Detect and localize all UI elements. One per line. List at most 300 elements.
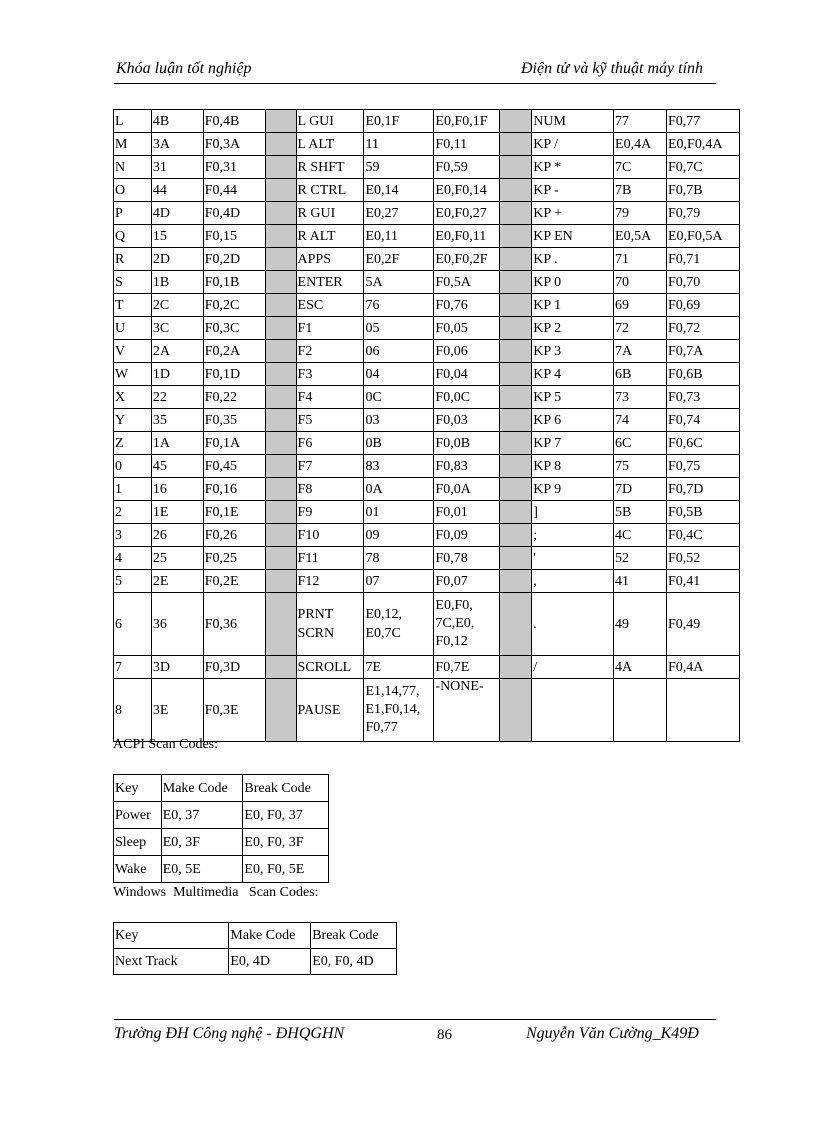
make-code-cell: E0,11 — [364, 225, 434, 248]
break-code-cell: F0,1E — [203, 501, 265, 524]
make-code-cell: 3E — [151, 679, 203, 742]
break-code-cell: F0,6B — [666, 363, 739, 386]
table-row — [114, 225, 740, 248]
separator-cell — [265, 271, 296, 294]
break-code-cell: E0,F0,27 — [434, 202, 500, 225]
make-code-cell: 22 — [151, 386, 203, 409]
table-row — [114, 455, 740, 478]
break-code-cell: F0,4A — [666, 656, 739, 679]
key-cell: APPS — [296, 248, 364, 271]
multimedia-table — [113, 922, 397, 975]
break-code-cell: F0,6C — [666, 432, 739, 455]
separator-cell — [265, 478, 296, 501]
key-cell: KP 1 — [532, 294, 614, 317]
key-cell: KP 5 — [532, 386, 614, 409]
key-cell: Q — [114, 225, 152, 248]
key-cell: ' — [532, 547, 614, 570]
make-code-cell: 03 — [364, 409, 434, 432]
make-code-cell — [364, 679, 434, 742]
break-code-cell: F0,2A — [203, 340, 265, 363]
make-code-cell: 6B — [614, 363, 667, 386]
table-row — [114, 432, 740, 455]
key-cell: KP 4 — [532, 363, 614, 386]
key-cell: F2 — [296, 340, 364, 363]
key-cell: KP 9 — [532, 478, 614, 501]
make-code-cell: 01 — [364, 501, 434, 524]
cell-line: E0,7C — [365, 626, 401, 641]
break-code-cell: F0,7D — [666, 478, 739, 501]
break-code-cell: F0,03 — [434, 409, 500, 432]
break-code-cell: F0,36 — [203, 593, 265, 656]
make-code-cell: 04 — [364, 363, 434, 386]
separator-cell — [500, 271, 532, 294]
footer-left: Trường ĐH Công nghệ - ĐHQGHN — [114, 1025, 345, 1042]
break-code-cell: F0,11 — [434, 133, 500, 156]
table-row — [114, 202, 740, 225]
key-cell: KP 6 — [532, 409, 614, 432]
key-cell: F7 — [296, 455, 364, 478]
footer-right: Nguyễn Văn Cường_K49Đ — [526, 1025, 699, 1042]
key-cell: ENTER — [296, 271, 364, 294]
break-code-cell: F0,4D — [203, 202, 265, 225]
header-right: Điện tử và kỹ thuật máy tính — [521, 60, 704, 77]
separator-cell — [265, 156, 296, 179]
table-row — [114, 317, 740, 340]
key-cell: KP 3 — [532, 340, 614, 363]
break-code-cell: F0,78 — [434, 547, 500, 570]
break-code-cell: F0,4C — [666, 524, 739, 547]
acpi-table — [113, 774, 329, 883]
key-cell: R — [114, 248, 152, 271]
break-code-cell: F0,31 — [203, 156, 265, 179]
make-code-cell: 06 — [364, 340, 434, 363]
break-code-cell: F0,45 — [203, 455, 265, 478]
break-code-cell: F0,1B — [203, 271, 265, 294]
make-code-cell: E0, 3F — [161, 829, 243, 856]
table-row — [114, 478, 740, 501]
table-row — [114, 949, 397, 975]
make-code-cell: 41 — [614, 570, 667, 593]
make-code-cell: 7B — [614, 179, 667, 202]
break-code-cell — [434, 593, 500, 656]
key-cell: 8 — [114, 679, 152, 742]
multimedia-label: Windows Multimedia Scan Codes: — [113, 885, 319, 900]
make-code-cell: E0,27 — [364, 202, 434, 225]
key-cell: 0 — [114, 455, 152, 478]
key-cell: KP - — [532, 179, 614, 202]
key-cell: , — [532, 570, 614, 593]
make-code-cell: E0,4A — [614, 133, 667, 156]
key-cell: SCROLL — [296, 656, 364, 679]
break-code-cell: F0,09 — [434, 524, 500, 547]
make-code-cell: 3C — [151, 317, 203, 340]
break-code-cell: F0,74 — [666, 409, 739, 432]
key-cell: F4 — [296, 386, 364, 409]
key-cell: 1 — [114, 478, 152, 501]
make-code-cell: 2A — [151, 340, 203, 363]
make-code-cell: 7A — [614, 340, 667, 363]
break-code-cell: F0,83 — [434, 455, 500, 478]
key-cell: KP . — [532, 248, 614, 271]
key-cell: . — [532, 593, 614, 656]
table-row — [114, 271, 740, 294]
separator-cell — [500, 432, 532, 455]
separator-cell — [265, 386, 296, 409]
table-row — [114, 363, 740, 386]
key-cell: O — [114, 179, 152, 202]
key-cell: KP 7 — [532, 432, 614, 455]
key-cell: Wake — [114, 856, 162, 883]
break-code-cell: F0,44 — [203, 179, 265, 202]
separator-cell — [265, 340, 296, 363]
table-row — [114, 802, 329, 829]
break-code-cell: F0,49 — [666, 593, 739, 656]
make-code-cell: E0,5A — [614, 225, 667, 248]
break-code-cell: F0,69 — [666, 294, 739, 317]
key-cell: KP / — [532, 133, 614, 156]
separator-cell — [500, 409, 532, 432]
table-row — [114, 340, 740, 363]
make-code-cell — [614, 679, 667, 742]
separator-cell — [265, 248, 296, 271]
break-code-cell: E0,F0,1F — [434, 110, 500, 133]
make-code-cell: 75 — [614, 455, 667, 478]
break-code-cell: F0,0A — [434, 478, 500, 501]
separator-cell — [500, 455, 532, 478]
make-code-cell: 7D — [614, 478, 667, 501]
key-cell: F12 — [296, 570, 364, 593]
make-code-cell: 7E — [364, 656, 434, 679]
break-code-cell: F0,06 — [434, 340, 500, 363]
break-code-cell: F0,26 — [203, 524, 265, 547]
break-code-cell: F0,3A — [203, 133, 265, 156]
break-code-cell: E0, F0, 3F — [243, 829, 329, 856]
break-code-cell: F0,5A — [434, 271, 500, 294]
key-cell: 6 — [114, 593, 152, 656]
column-header: Make Code — [229, 923, 311, 949]
make-code-cell: 49 — [614, 593, 667, 656]
make-code-cell: 5B — [614, 501, 667, 524]
make-code-cell: 0C — [364, 386, 434, 409]
key-cell: F11 — [296, 547, 364, 570]
make-code-cell: 1B — [151, 271, 203, 294]
make-code-cell: 76 — [364, 294, 434, 317]
break-code-cell: F0,52 — [666, 547, 739, 570]
break-code-cell: E0,F0,4A — [666, 133, 739, 156]
separator-cell — [265, 202, 296, 225]
key-cell: KP EN — [532, 225, 614, 248]
key-cell: 4 — [114, 547, 152, 570]
break-code-cell: F0,07 — [434, 570, 500, 593]
table-row — [114, 856, 329, 883]
break-code-cell: F0,01 — [434, 501, 500, 524]
separator-cell — [500, 340, 532, 363]
separator-cell — [265, 432, 296, 455]
key-cell: R CTRL — [296, 179, 364, 202]
break-code-cell: F0,59 — [434, 156, 500, 179]
break-code-cell: F0,7E — [434, 656, 500, 679]
separator-cell — [500, 202, 532, 225]
break-code-cell: F0,7B — [666, 179, 739, 202]
key-cell: R ALT — [296, 225, 364, 248]
separator-cell — [500, 317, 532, 340]
separator-cell — [500, 501, 532, 524]
break-code-cell: F0,35 — [203, 409, 265, 432]
separator-cell — [265, 570, 296, 593]
make-code-cell: 4C — [614, 524, 667, 547]
key-cell: F1 — [296, 317, 364, 340]
key-cell: L ALT — [296, 133, 364, 156]
cell-line: E0,12, — [365, 607, 403, 622]
break-code-cell: F0,2E — [203, 570, 265, 593]
separator-cell — [265, 409, 296, 432]
column-header: Break Code — [243, 775, 329, 802]
break-code-cell: F0,1A — [203, 432, 265, 455]
make-code-cell: 3D — [151, 656, 203, 679]
make-code-cell: 1E — [151, 501, 203, 524]
break-code-cell: F0,3E — [203, 679, 265, 742]
break-code-cell: F0,0B — [434, 432, 500, 455]
key-cell: ] — [532, 501, 614, 524]
make-code-cell: 44 — [151, 179, 203, 202]
key-cell: Sleep — [114, 829, 162, 856]
table-row — [114, 386, 740, 409]
column-header: Key — [114, 923, 229, 949]
make-code-cell: 4A — [614, 656, 667, 679]
key-cell: L GUI — [296, 110, 364, 133]
cell-line: E0,F0, — [435, 598, 473, 613]
key-cell: L — [114, 110, 152, 133]
make-code-cell: 6C — [614, 432, 667, 455]
make-code-cell: 4D — [151, 202, 203, 225]
break-code-cell: F0,0C — [434, 386, 500, 409]
make-code-cell: 0A — [364, 478, 434, 501]
key-cell: KP 0 — [532, 271, 614, 294]
table-row — [114, 547, 740, 570]
make-code-cell: 26 — [151, 524, 203, 547]
break-code-cell: -NONE- — [434, 679, 500, 742]
break-code-cell — [666, 679, 739, 742]
key-cell: Next Track — [114, 949, 229, 975]
break-code-cell: F0,77 — [666, 110, 739, 133]
make-code-cell: 2E — [151, 570, 203, 593]
key-cell: ; — [532, 524, 614, 547]
break-code-cell: F0,75 — [666, 455, 739, 478]
make-code-cell: 16 — [151, 478, 203, 501]
make-code-cell: 2D — [151, 248, 203, 271]
break-code-cell: F0,16 — [203, 478, 265, 501]
key-cell — [296, 593, 364, 656]
separator-cell — [500, 656, 532, 679]
table-row — [114, 656, 740, 679]
separator-cell — [500, 570, 532, 593]
break-code-cell: F0,5B — [666, 501, 739, 524]
break-code-cell: F0,2C — [203, 294, 265, 317]
key-cell: KP + — [532, 202, 614, 225]
break-code-cell: E0,F0,2F — [434, 248, 500, 271]
separator-cell — [500, 547, 532, 570]
separator-cell — [265, 225, 296, 248]
acpi-label: ACPI Scan Codes: — [113, 737, 218, 752]
break-code-cell: F0,3C — [203, 317, 265, 340]
key-cell: F8 — [296, 478, 364, 501]
make-code-cell: 52 — [614, 547, 667, 570]
break-code-cell: F0,7C — [666, 156, 739, 179]
break-code-cell: E0, F0, 5E — [243, 856, 329, 883]
table-row — [114, 133, 740, 156]
table-row — [114, 409, 740, 432]
key-cell: X — [114, 386, 152, 409]
key-cell: 7 — [114, 656, 152, 679]
table-row — [114, 570, 740, 593]
key-cell: Y — [114, 409, 152, 432]
page-number: 86 — [437, 1027, 452, 1043]
separator-cell — [500, 524, 532, 547]
separator-cell — [265, 501, 296, 524]
table-row — [114, 110, 740, 133]
table-row — [114, 294, 740, 317]
cell-line: F0,12 — [435, 634, 468, 649]
break-code-cell: F0,73 — [666, 386, 739, 409]
key-cell: N — [114, 156, 152, 179]
column-header: Key — [114, 775, 162, 802]
make-code-cell: 3A — [151, 133, 203, 156]
separator-cell — [500, 363, 532, 386]
make-code-cell: 59 — [364, 156, 434, 179]
break-code-cell: F0,4B — [203, 110, 265, 133]
separator-cell — [500, 225, 532, 248]
separator-cell — [500, 478, 532, 501]
make-code-cell: 25 — [151, 547, 203, 570]
separator-cell — [265, 133, 296, 156]
break-code-cell: F0,25 — [203, 547, 265, 570]
table-row — [114, 829, 329, 856]
key-cell: ESC — [296, 294, 364, 317]
break-code-cell: E0,F0,11 — [434, 225, 500, 248]
key-cell: P — [114, 202, 152, 225]
make-code-cell: 5A — [364, 271, 434, 294]
table-row — [114, 679, 740, 742]
make-code-cell: E0,2F — [364, 248, 434, 271]
separator-cell — [265, 455, 296, 478]
break-code-cell: E0,F0,14 — [434, 179, 500, 202]
make-code-cell: 77 — [614, 110, 667, 133]
separator-cell — [265, 317, 296, 340]
table-row — [114, 524, 740, 547]
key-cell: 3 — [114, 524, 152, 547]
scan-code-table — [113, 109, 740, 742]
break-code-cell: F0,79 — [666, 202, 739, 225]
make-code-cell: 4B — [151, 110, 203, 133]
key-cell: R SHFT — [296, 156, 364, 179]
make-code-cell: 74 — [614, 409, 667, 432]
make-code-cell: 11 — [364, 133, 434, 156]
break-code-cell: F0,70 — [666, 271, 739, 294]
make-code-cell: E0, 4D — [229, 949, 311, 975]
key-cell: W — [114, 363, 152, 386]
break-code-cell: F0,71 — [666, 248, 739, 271]
make-code-cell: 05 — [364, 317, 434, 340]
key-cell: S — [114, 271, 152, 294]
break-code-cell: F0,1D — [203, 363, 265, 386]
break-code-cell: F0,05 — [434, 317, 500, 340]
table-row — [114, 501, 740, 524]
make-code-cell: 70 — [614, 271, 667, 294]
key-cell: Z — [114, 432, 152, 455]
cell-line: 7C,E0, — [435, 616, 475, 631]
separator-cell — [265, 679, 296, 742]
key-cell: V — [114, 340, 152, 363]
key-cell: 2 — [114, 501, 152, 524]
table-row — [114, 593, 740, 656]
separator-cell — [265, 294, 296, 317]
break-code-cell: F0,76 — [434, 294, 500, 317]
make-code-cell: 1D — [151, 363, 203, 386]
header-divider — [114, 83, 716, 84]
break-code-cell: F0,7A — [666, 340, 739, 363]
key-cell: PAUSE — [296, 679, 364, 742]
make-code-cell: 35 — [151, 409, 203, 432]
make-code-cell: 69 — [614, 294, 667, 317]
make-code-cell: 72 — [614, 317, 667, 340]
footer-divider — [114, 1019, 716, 1020]
key-cell: R GUI — [296, 202, 364, 225]
make-code-cell: 79 — [614, 202, 667, 225]
key-cell: F10 — [296, 524, 364, 547]
header-left: Khóa luận tốt nghiệp — [116, 60, 252, 77]
separator-cell — [500, 294, 532, 317]
break-code-cell: F0,22 — [203, 386, 265, 409]
cell-line: E1,14,77, — [365, 684, 420, 699]
key-cell: T — [114, 294, 152, 317]
table-header-row — [114, 923, 397, 949]
separator-cell — [500, 679, 532, 742]
make-code-cell: 1A — [151, 432, 203, 455]
make-code-cell: 78 — [364, 547, 434, 570]
separator-cell — [500, 248, 532, 271]
table-row — [114, 156, 740, 179]
table-header-row — [114, 775, 329, 802]
key-cell: F9 — [296, 501, 364, 524]
make-code-cell: E0, 37 — [161, 802, 243, 829]
column-header: Break Code — [311, 923, 397, 949]
table-row — [114, 179, 740, 202]
key-cell: / — [532, 656, 614, 679]
cell-line: PRNT — [297, 607, 334, 622]
key-cell: KP 2 — [532, 317, 614, 340]
make-code-cell: 71 — [614, 248, 667, 271]
key-cell: F6 — [296, 432, 364, 455]
cell-line: SCRN — [297, 626, 335, 641]
make-code-cell: 45 — [151, 455, 203, 478]
column-header: Make Code — [161, 775, 243, 802]
key-cell: F5 — [296, 409, 364, 432]
cell-line: F0,77 — [365, 720, 398, 735]
make-code-cell: 2C — [151, 294, 203, 317]
key-cell: F3 — [296, 363, 364, 386]
separator-cell — [500, 386, 532, 409]
make-code-cell: 7C — [614, 156, 667, 179]
separator-cell — [265, 593, 296, 656]
make-code-cell: 73 — [614, 386, 667, 409]
make-code-cell: 83 — [364, 455, 434, 478]
cell-line: E1,F0,14, — [365, 702, 421, 717]
separator-cell — [500, 179, 532, 202]
key-cell: 5 — [114, 570, 152, 593]
separator-cell — [500, 133, 532, 156]
break-code-cell: F0,04 — [434, 363, 500, 386]
break-code-cell: F0,15 — [203, 225, 265, 248]
